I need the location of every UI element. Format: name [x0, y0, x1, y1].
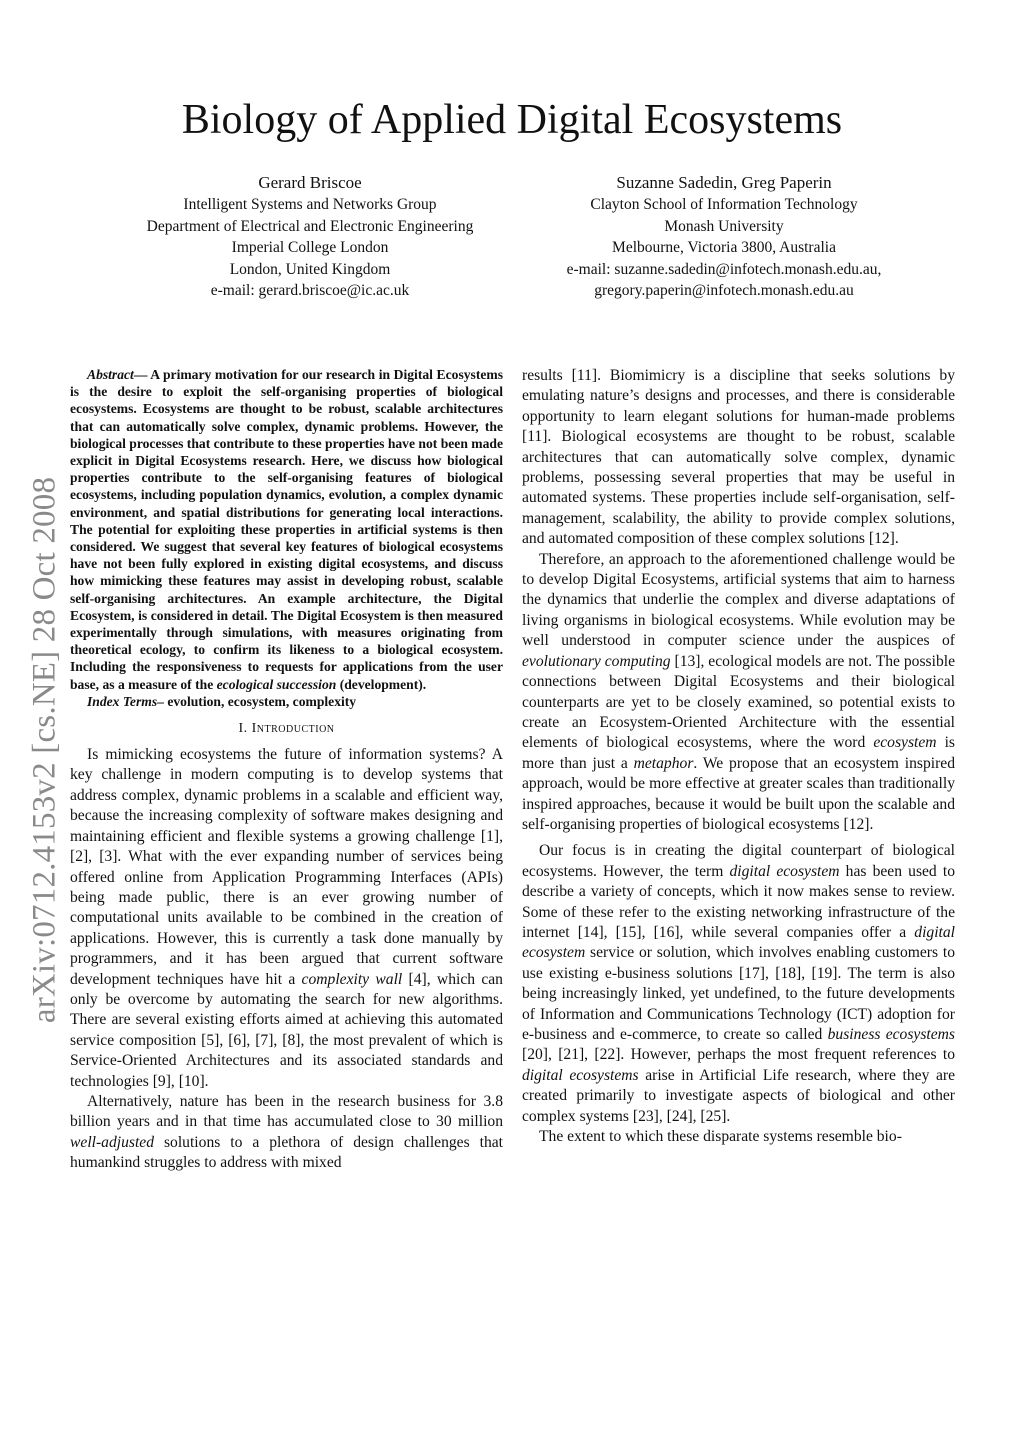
- intro-paragraph-3: [522, 550, 955, 836]
- abstract-text-end: (development).: [336, 676, 427, 692]
- paragraph-text: Our focus is in creating the digital counterpart of biological ecosystems. However, the term: [522, 842, 955, 880]
- index-terms-dash: –: [157, 693, 168, 709]
- paragraph-text: [13], ecological models are not. The possible connections between Digital Ecosystems and their biological counterparts are yet to be closely examined, so potential exists to create an Ecosystem-Oriented Architecture with the essential elements of biological ecosystems, where the word: [522, 652, 955, 752]
- author-email: gregory.paperin@infotech.monash.edu.au: [594, 282, 854, 299]
- author-name: Gerard Briscoe: [258, 173, 362, 192]
- paragraph-text: Therefore, an approach to the aforementioned challenge would be to develop Digital Ecosystems, artificial systems that aim to harness the dynamics that underlie the complex and diverse adaptations of living organisms in biological ecosystems. While evolution may be well understood in computer science under the auspices of: [522, 550, 955, 650]
- author-affiliation: Monash University: [664, 217, 784, 235]
- author-name: Suzanne Sadedin, Greg Paperin: [616, 173, 832, 192]
- author-affiliation: Melbourne, Victoria 3800, Australia: [612, 239, 836, 256]
- author-affiliation: Intelligent Systems and Networks Group: [183, 196, 437, 213]
- index-terms-text: evolution, ecosystem, complexity: [167, 693, 357, 709]
- abstract-dash: —: [133, 367, 151, 382]
- index-terms-label: Index Terms: [87, 693, 158, 709]
- arxiv-identifier: arXiv:0712.4153v2 [cs.NE] 28 Oct 2008: [26, 476, 63, 1024]
- paragraph-emphasis: evolutionary computing: [522, 652, 671, 670]
- paragraph-text: solutions to a plethora of design challenges that humankind struggles to address with mixed: [70, 1133, 503, 1172]
- paragraph-emphasis: ecosystem: [873, 734, 937, 752]
- paragraph-emphasis: business ecosystems: [827, 1026, 955, 1043]
- author-email: e-mail: gerard.briscoe@ic.ac.uk: [210, 282, 410, 299]
- abstract: [70, 366, 503, 693]
- paragraph-emphasis: digital ecosystems: [522, 1066, 639, 1084]
- paragraph-text: service or solution, which involves enabling customers to use existing e-business solutions [17], [18], [19]. The term is also being increasingly linked, yet undefined, to the future developments of Information and Communications Technology (ICT) adoption for e-business and e-commerce, to create so called: [522, 944, 955, 1043]
- abstract-text: A primary motivation for our research in Digital Ecosystems is the desire to exploit the self-organising properties of biological ecosystems. Ecosystems are thought to be robust, scalable architectures that can automatically solve complex, dynamic problems. However, the biological processes that contribute to these properties have not been made explicit in Digital Ecosystems research. Here, we discuss how biological properties contribute to the self-organising features of biological ecosystems, including population dynamics, evolution, a complex dynamic environment, and spatial distributions for generating local interactions. The potential for exploiting these properties in artificial systems is then considered. We suggest that several key features of biological ecosystems have not been fully explored in existing digital ecosystems, and discuss how mimicking these features may assist in developing robust, scalable self-organising architectures. An example architecture, the Digital Ecosystem, is considered in detail. The Digital Ecosystem is then measured experimentally through simulations, with measures originating from theoretical ecology, to confirm its likeness to a biological ecosystem. Including the responsiveness to requests for applications from the user base, as a measure of the: [70, 367, 503, 692]
- intro-paragraph-1: [70, 745, 503, 1092]
- left-column: [70, 366, 503, 1174]
- section-title: Introduction: [251, 721, 335, 737]
- author-affiliation: Imperial College London: [231, 239, 389, 256]
- section-number: I.: [238, 721, 252, 737]
- paragraph-emphasis: digital ecosystem: [729, 862, 840, 880]
- abstract-emphasis: ecological succession: [216, 676, 337, 692]
- intro-paragraph-4: [522, 841, 955, 1127]
- author-affiliation: Department of Electrical and Electronic Engineering: [146, 217, 474, 235]
- paragraph-emphasis: digital ecosystem: [522, 923, 955, 962]
- right-column: [522, 366, 955, 1147]
- paragraph-text: is more than just a: [522, 734, 955, 772]
- author-affiliation: Clayton School of Information Technology: [590, 196, 858, 213]
- paragraph-emphasis: complexity wall: [301, 970, 403, 988]
- intro-paragraph-2: [70, 1092, 503, 1174]
- author-block-right: [514, 172, 934, 302]
- paragraph-text: Alternatively, nature has been in the research business for 3.8 billion years and in that time has accumulated close to 30 million: [70, 1092, 503, 1131]
- index-terms: [70, 693, 503, 710]
- intro-paragraph-2-continued: results [11]. Biomimicry is a discipline that seeks solutions by emulating nature’s designs and processes, and there is considerable opportunity to learn elegant solutions for human-made problems [11]. Biological ecosystems are thought to be robust, scalable architectures that can automatically solve complex, dynamic problems, possessing several properties that may be useful in automated systems. These properties include self-organisation, self-management, scalability, the ability to provide complex solutions, and automated composition of these complex solutions [12].: [522, 367, 955, 548]
- abstract-label: Abstract: [87, 367, 134, 382]
- author-email: e-mail: suzanne.sadedin@infotech.monash.edu.au,: [566, 260, 882, 278]
- paragraph-text: arise in Artificial Life research, where they are created primarily to investigate aspects of biological and other complex systems [23], [24], [25].: [522, 1066, 956, 1125]
- paragraph-text: [4], which can only be overcome by automating the search for new algorithms. There are several existing efforts aimed at achieving this automated service composition [5], [6], [7], [8], the most prevalent of which is Service-Oriented Architectures and its associated standards and technologies [9], [10].: [70, 970, 503, 1090]
- intro-paragraph-5: The extent to which these disparate systems resemble bio-: [539, 1128, 902, 1146]
- section-heading-introduction: [70, 720, 503, 737]
- paragraph-text: [20], [21], [22]. However, perhaps the most frequent references to: [522, 1046, 955, 1064]
- paragraph-emphasis: metaphor: [633, 754, 694, 772]
- paragraph-text: . We propose that an ecosystem inspired approach, would be more effective at greater scales than traditionally inspired approaches, because it would be built upon the scalable and self-organising properties of biological ecosystems [12].: [522, 754, 955, 833]
- paragraph-text: Is mimicking ecosystems the future of information systems? A key challenge in modern computing is to develop systems that address complex, dynamic problems in a scalable and efficient way, because the increasing complexity of software makes designing and maintaining efficient and flexible systems a growing challenge [1], [2], [3]. What with the ever expanding number of services being offered online from Application Programming Interfaces (APIs) being made public, there is an ever growing number of computational units available to be combined in the creation of applications. However, this is currently a task done manually by programmers, and it has been argued that current software development techniques have hit a: [70, 746, 503, 988]
- paper-title: Biology of Applied Digital Ecosystems: [181, 97, 843, 143]
- author-affiliation: London, United Kingdom: [229, 260, 391, 278]
- paragraph-emphasis: well-adjusted: [70, 1133, 155, 1151]
- paragraph-text: has been used to describe a variety of concepts, which it now makes sense to review. Some of these refer to the existing networking infrastructure of the internet [14], [15], [16], while several companies offer a: [522, 862, 955, 941]
- author-block-left: [100, 172, 520, 302]
